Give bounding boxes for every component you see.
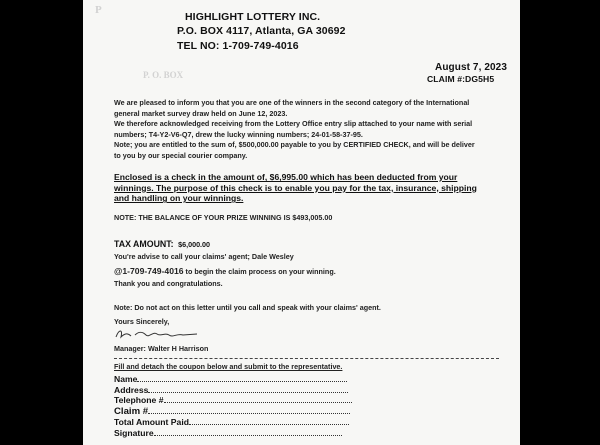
coupon-field-name[interactable]: Name	[114, 374, 352, 385]
company-address: P.O. BOX 4117, Atlanta, GA 30692	[177, 25, 346, 37]
agent-phone: @1-709-749-4016	[114, 265, 184, 276]
coupon-form	[114, 374, 352, 439]
yours-sincerely: Yours Sincerely,	[114, 317, 170, 326]
claim-number: CLAIM #:DG5H5	[427, 74, 495, 84]
company-name: HIGHLIGHT LOTTERY INC.	[185, 11, 321, 23]
letter-date: August 7, 2023	[435, 62, 507, 73]
thanks-line: Thank you and congratulations.	[114, 279, 223, 289]
balance-note: NOTE: THE BALANCE OF YOUR PRIZE WINNING IS $493,005.00	[114, 213, 333, 222]
cut-line	[114, 358, 499, 359]
manager-name: Manager: Walter H Harrison	[114, 344, 209, 353]
tax-amount	[114, 234, 210, 252]
letter-paper	[83, 0, 520, 445]
coupon-instruction: Fill and detach the coupon below and submit to the representative.	[114, 362, 343, 371]
company-phone: TEL NO: 1-709-749-4016	[177, 40, 299, 52]
signature-image	[113, 327, 203, 343]
coupon-field-claim[interactable]: Claim #	[114, 406, 352, 418]
coupon-field-signature[interactable]: Signature	[114, 428, 352, 439]
agent-line-rest: to begin the claim process on your winning.	[185, 266, 336, 276]
bleed-through-text-mid: P. O. BOX	[143, 70, 184, 80]
enclosed-check-notice: Enclosed is a check in the amount of, $6,995.00 which has been deducted from your winnings. The purpose of this check is to enable you pay for the tax, insurance, shipping and handling on your winnings.	[114, 172, 477, 204]
paragraph-winner-notice: We are pleased to inform you that you are one of the winners in the second category of the International general market survey draw held on June 12, 2023. We therefore acknowledged receiving from the Lottery Office entry slip attached to your name with serial numbers; T4-Y2-V6-Q7, drew the lucky winning numbers; 24-01-58-37-95. Note; you are entitled to the sum of, $500,000.00 payable to you by CERTIFIED CHECK, and will be deliver to you by our special courier company.	[114, 98, 475, 160]
closing-note: Note: Do not act on this letter until you call and speak with your claims' agent.	[114, 303, 381, 312]
coupon-field-address[interactable]: Address	[114, 385, 352, 396]
tax-value: $6,000.00	[178, 240, 211, 249]
coupon-field-telephone[interactable]: Telephone #	[114, 395, 352, 406]
agent-instructions	[114, 252, 336, 290]
bleed-through-text-top: P	[95, 4, 102, 16]
agent-line: You're advise to call your claims' agent; Dale Wesley	[114, 252, 294, 261]
tax-label: TAX AMOUNT:	[114, 239, 174, 249]
coupon-field-total-paid[interactable]: Total Amount Paid	[114, 417, 352, 428]
